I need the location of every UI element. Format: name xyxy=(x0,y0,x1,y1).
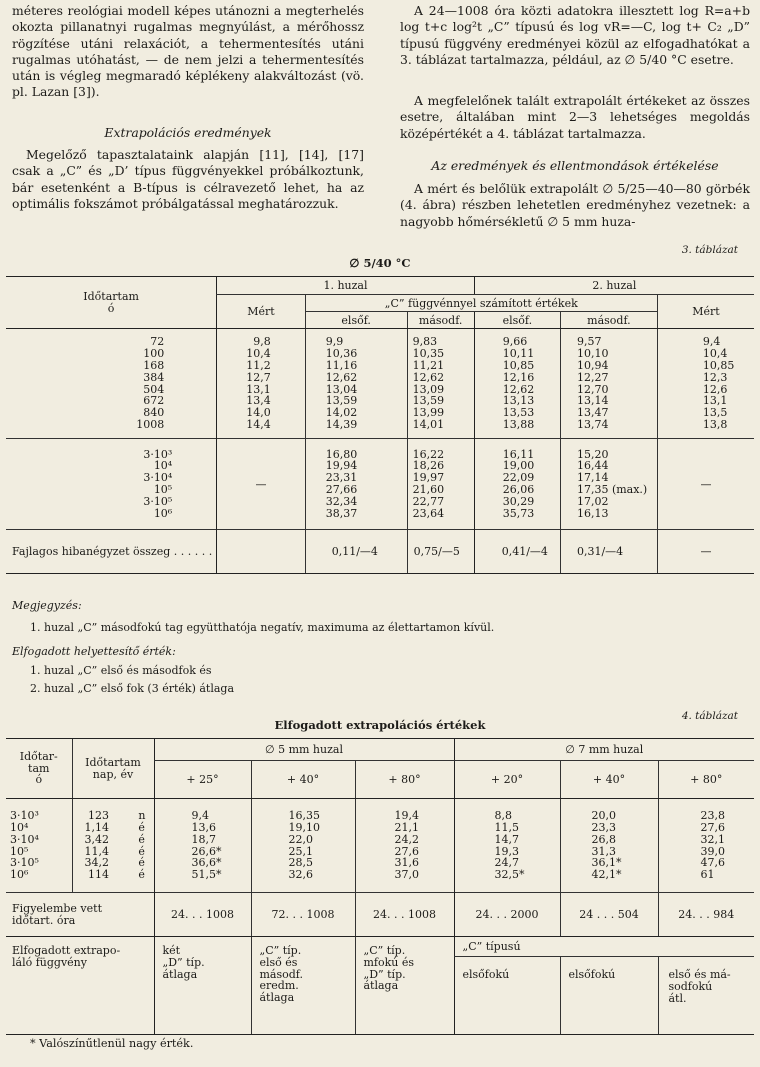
cell-value: 9,83 xyxy=(412,335,438,349)
cell-value: 22,77 xyxy=(412,494,445,508)
cell-value: 840 xyxy=(143,406,165,420)
left-paragraph-1: méteres reológiai modell képes utánozni a megterhelés okozta pillanatnyi rugalmas megnyúlást, a mérőhossz rögzítése utáni relaxációt, a tehermentesítés utáni rugalmas utóhatást, — de nem jelzi a tehermentesítés után is végleg megmaradó képlékeny alakváltozást (vö. pl. Lazan [3]). xyxy=(12,3,364,100)
table4-header-7mm-80: + 80° xyxy=(658,761,754,799)
cell-value: 3·10⁵ xyxy=(143,494,173,508)
cell-value: 10⁵ xyxy=(10,844,29,858)
cell-value: 39,0 xyxy=(700,844,725,858)
cell-value: 12,3 xyxy=(702,370,728,384)
table4-considered-7-40: 24 . . . 504 xyxy=(560,893,658,937)
table4-5mm-40 xyxy=(251,799,355,893)
cell-value: 22,09 xyxy=(502,471,535,485)
cell-value: 10,85 xyxy=(502,358,535,372)
cell-value: 15,20 xyxy=(576,447,609,461)
cell-value: 9,66 xyxy=(502,335,528,349)
cell-value: 17,35 (max.) xyxy=(576,483,648,496)
table4-header-5mm-25: + 25° xyxy=(154,761,251,799)
cell-value: átlaga xyxy=(259,991,295,1005)
cell-value: 13,99 xyxy=(412,406,445,420)
cell-value: 13,53 xyxy=(502,406,535,420)
cell-value: 14,39 xyxy=(325,417,358,431)
table3-header-wire1: 1. huzal xyxy=(217,277,474,295)
table3-header-first-1: elsőf. xyxy=(305,312,407,329)
cell-value: 10,94 xyxy=(576,358,609,372)
table3-g2-second-1 xyxy=(407,439,474,530)
table3-g1-second-1 xyxy=(407,329,474,439)
cell-value: 9,4 xyxy=(702,335,721,349)
cell-value: 30,29 xyxy=(502,494,535,508)
cell-value: 13,1 xyxy=(702,394,728,408)
cell-value: 16,11 xyxy=(502,447,535,461)
cell-value: 16,44 xyxy=(576,459,609,473)
cell-value: 11,2 xyxy=(246,358,271,372)
cell-value: 13,6 xyxy=(191,820,216,834)
cell-value: 32,6 xyxy=(288,868,313,882)
cell-value: 12,62 xyxy=(412,370,445,384)
right-paragraph-1: A 24—1008 óra közti adatokra illesztett log R=a+b log t+c log²t „C” típusú és log vR=—C, log t+ C₂ „D” típusú függvény eredményei közül az elfogadhatókat a 3. táblázat tartalmazza, például, az ∅ 5/40 °C esetre. xyxy=(400,3,750,67)
table4-header-time-hours: Időtar- tam ó xyxy=(6,739,72,799)
cell-value: 32,34 xyxy=(325,494,358,508)
table4-header-5mm: ∅ 5 mm huzal xyxy=(154,739,454,761)
cell-value: mfokú és xyxy=(363,955,415,969)
cell-value: 11,4 xyxy=(84,844,109,858)
cell-value: átlaga xyxy=(162,967,198,981)
right-paragraph-2: A megfelelőnek talált extrapolált értékeket az összes esetre, általában mint 2—3 lehetséges megoldás középértékét a 4. táblázat tartalmazza. xyxy=(400,93,750,141)
cell-value: 19,97 xyxy=(412,471,445,485)
cell-value: 10,11 xyxy=(502,347,535,361)
table3-header-measured-1: Mért xyxy=(217,295,305,329)
cell-value: „C” típ. xyxy=(363,944,406,957)
table4-function-5-25 xyxy=(154,937,251,1035)
cell-value: 14,7 xyxy=(494,832,519,846)
cell-value: két xyxy=(162,944,181,957)
table4-considered-7-20: 24. . . 2000 xyxy=(454,893,560,937)
cell-value: 8,8 xyxy=(494,809,512,823)
cell-value: 19,3 xyxy=(494,844,519,858)
cell-value: 3·10³ xyxy=(10,809,39,823)
cell-value: 3·10⁵ xyxy=(10,856,39,870)
table4-header-7mm-40: + 40° xyxy=(560,761,658,799)
cell-value: 12,62 xyxy=(325,370,358,384)
cell-value: 19,10 xyxy=(288,820,320,834)
cell-value: 13,47 xyxy=(576,406,609,420)
cell-value: 168 xyxy=(143,358,165,372)
cell-value: „C” típ. xyxy=(259,944,302,957)
cell-value: 13,88 xyxy=(502,417,535,431)
cell-value: 672 xyxy=(143,394,165,408)
cell-value: 10⁴ xyxy=(10,820,29,834)
table4-considered-5-25: 24. . . 1008 xyxy=(154,893,251,937)
table4-7mm-20 xyxy=(454,799,560,893)
cell-value: 9,9 xyxy=(325,335,344,349)
cell-value: 22,0 xyxy=(288,832,313,846)
cell-value: 72 xyxy=(150,335,165,349)
cell-value: 10,4 xyxy=(702,347,728,361)
cell-value: 13,13 xyxy=(502,394,535,408)
table3-g2-first-2 xyxy=(474,439,560,530)
cell-value: 26,6* xyxy=(191,844,222,858)
table3-error-second-1: 0,75/—5 xyxy=(407,530,474,574)
table4-7mm-40 xyxy=(560,799,658,893)
cell-value: 19,4 xyxy=(394,809,419,823)
cell-value: másodf. xyxy=(259,967,303,981)
cell-value: 3·10⁴ xyxy=(143,471,173,485)
cell-value: „D” típ. xyxy=(162,955,205,969)
cell-value: 10,35 xyxy=(412,347,445,361)
cell-value: 14,4 xyxy=(246,417,271,431)
cell-value: 23,31 xyxy=(325,471,358,485)
table3-error-second-2: 0,31/—4 xyxy=(560,530,657,574)
cell-value: 100 xyxy=(143,347,165,361)
table3-g1-time xyxy=(6,329,217,439)
right-heading: Az eredmények és ellentmondások értékelése xyxy=(431,158,719,173)
cell-value: 11,21 xyxy=(412,358,445,372)
cell-value: 12,70 xyxy=(576,382,609,396)
table4-header-7mm-20: + 20° xyxy=(454,761,560,799)
cell-value: 12,16 xyxy=(502,370,535,384)
cell-value: 9,8 xyxy=(253,335,271,349)
cell-value: 13,59 xyxy=(325,394,358,408)
cell-value: 13,59 xyxy=(412,394,445,408)
cell-value: 504 xyxy=(143,382,165,396)
table4-function-7-80: első és má- sodfokú átl. xyxy=(658,957,754,1035)
table3-g1-measured-2 xyxy=(657,329,754,439)
table3-error-first-2: 0,41/—4 xyxy=(474,530,560,574)
cell-value: 16,22 xyxy=(412,447,445,461)
cell-value: 32,5* xyxy=(494,868,525,882)
cell-value: 12,6 xyxy=(702,382,728,396)
cell-value: 12,62 xyxy=(502,382,535,396)
table4-5mm-80 xyxy=(355,799,454,893)
cell-value: 14,02 xyxy=(325,406,358,420)
table3 xyxy=(6,276,754,574)
cell-value: 23,8 xyxy=(700,809,725,823)
cell-value: é xyxy=(138,844,145,858)
table4-label: 4. táblázat xyxy=(681,710,738,722)
table3-g2-measured-1: — xyxy=(217,439,305,530)
table4-time-days xyxy=(72,799,154,893)
table3-header-wire2: 2. huzal xyxy=(474,277,754,295)
cell-value: 31,6 xyxy=(394,856,419,870)
cell-value: 10⁵ xyxy=(153,483,173,496)
right-paragraph-3: A mért és belőlük extrapolált ∅ 5/25—40—80 görbék (4. ábra) részben lehetetlen eredményhez vezetnek: a nagyobb hőmérsékletű ∅ 5 mm huza- xyxy=(400,181,750,229)
cell-value: 27,66 xyxy=(325,483,358,496)
cell-value: 27,6 xyxy=(394,844,419,858)
cell-value: 16,13 xyxy=(576,506,609,520)
table3-g2-measured-2: — xyxy=(657,439,754,530)
table3-header-measured-2: Mért xyxy=(657,295,754,329)
table4-considered-5-40: 72. . . 1008 xyxy=(251,893,355,937)
table3-g1-measured-1 xyxy=(217,329,305,439)
cell-value: 13,4 xyxy=(246,394,271,408)
cell-value: 35,73 xyxy=(502,506,535,520)
cell-value: 12,27 xyxy=(576,370,609,384)
cell-value: 61 xyxy=(700,868,715,882)
cell-value: 14,0 xyxy=(246,406,271,420)
table4-5mm-25 xyxy=(154,799,251,893)
table3-g1-first-1 xyxy=(305,329,407,439)
cell-value: 26,06 xyxy=(502,483,535,496)
cell-value: é xyxy=(138,820,145,834)
cell-value: 16,80 xyxy=(325,447,358,461)
note-elfogadott-1: 1. huzal „C” első és másodfok és xyxy=(30,664,212,677)
cell-value: 114 xyxy=(88,868,109,882)
left-heading: Extrapolációs eredmények xyxy=(104,125,272,140)
table3-header-second-2: másodf. xyxy=(560,312,657,329)
cell-value: 1,14 xyxy=(84,820,109,834)
cell-value: 26,8 xyxy=(591,832,616,846)
cell-value: 18,7 xyxy=(191,832,216,846)
table4-header-time-days: Időtartam nap, év xyxy=(72,739,154,799)
cell-value: 10⁶ xyxy=(10,868,29,882)
cell-value: é xyxy=(138,868,145,882)
cell-value: 123 xyxy=(88,809,109,823)
table4-function-5-40 xyxy=(251,937,355,1035)
cell-value: 10⁴ xyxy=(153,459,173,473)
table3-g2-first-1 xyxy=(305,439,407,530)
cell-value: átlaga xyxy=(363,979,399,993)
cell-value: első és xyxy=(259,955,298,969)
cell-value: „D” típ. xyxy=(363,967,406,981)
note-elfogadott-title: Elfogadott helyettesítő érték: xyxy=(12,645,176,658)
cell-value: 12,7 xyxy=(246,370,271,384)
cell-value: 36,1* xyxy=(591,856,622,870)
table3-error-label: Fajlagos hibanégyzet összeg . . . . . . xyxy=(6,530,217,574)
cell-value: 21,60 xyxy=(412,483,445,496)
cell-value: 20,0 xyxy=(591,809,616,823)
cell-value: 13,5 xyxy=(702,406,728,420)
table3-header-first-2: elsőf. xyxy=(474,312,560,329)
cell-value: 11,5 xyxy=(494,820,519,834)
cell-value: 13,74 xyxy=(576,417,609,431)
table3-header-time: Időtartam ó xyxy=(6,277,217,329)
cell-value: 16,35 xyxy=(288,809,320,823)
table3-g1-first-2 xyxy=(474,329,560,439)
table4-considered-7-80: 24. . . 984 xyxy=(658,893,754,937)
table3-title: ∅ 5/40 °C xyxy=(349,256,411,270)
cell-value: 3·10³ xyxy=(143,447,173,461)
table3-error-measured-2: — xyxy=(657,530,754,574)
table4-header-5mm-80: + 80° xyxy=(355,761,454,799)
table4-header-5mm-40: + 40° xyxy=(251,761,355,799)
cell-value: 10,10 xyxy=(576,347,609,361)
table3-g1-second-2 xyxy=(560,329,657,439)
cell-value: 18,26 xyxy=(412,459,445,473)
cell-value: 13,1 xyxy=(246,382,271,396)
cell-value: 28,5 xyxy=(288,856,313,870)
table4-function-7-40: elsőfokú xyxy=(560,957,658,1035)
table4-function-7-20: elsőfokú xyxy=(454,957,560,1035)
cell-value: 384 xyxy=(143,370,165,384)
cell-value: 17,02 xyxy=(576,494,609,508)
table4-function-7-head: „C” típusú xyxy=(454,937,754,957)
table3-label: 3. táblázat xyxy=(681,244,738,256)
cell-value: eredm. xyxy=(259,979,299,993)
cell-value: 32,1 xyxy=(700,832,725,846)
cell-value: 21,1 xyxy=(394,820,419,834)
table4-header-7mm: ∅ 7 mm huzal xyxy=(454,739,754,761)
cell-value: 3,42 xyxy=(84,832,109,846)
table4 xyxy=(6,738,754,1035)
cell-value: é xyxy=(138,832,145,846)
cell-value: 1008 xyxy=(136,417,165,431)
table4-time-hours xyxy=(6,799,72,893)
cell-value: 13,04 xyxy=(325,382,358,396)
table4-considered-label: Figyelembe vett időtart. óra xyxy=(6,893,154,937)
cell-value: 9,4 xyxy=(191,809,209,823)
table3-error-first-1: 0,11/—4 xyxy=(305,530,407,574)
table4-function-label: Elfogadott extrapo- láló függvény xyxy=(6,937,154,1035)
note-megjegyzes-title: Megjegyzés: xyxy=(12,599,82,612)
footnote: * Valószínűtlenül nagy érték. xyxy=(30,1037,194,1050)
cell-value: 24,7 xyxy=(494,856,519,870)
cell-value: 47,6 xyxy=(700,856,725,870)
cell-value: 24,2 xyxy=(394,832,419,846)
cell-value: n xyxy=(138,809,146,823)
cell-value: 42,1* xyxy=(591,868,622,882)
cell-value: 27,6 xyxy=(700,820,725,834)
left-paragraph-2: Megelőző tapasztalataink alapján [11], [14], [17] csak a „C” és „D’ típus függvényekkel próbálkoztunk, bár esetenként a B-típus is célravezető lehet, ha az optimális fokszámot próbálgatással meghatározzuk. xyxy=(12,147,364,211)
table3-g2-second-2 xyxy=(560,439,657,530)
cell-value: 51,5* xyxy=(191,868,222,882)
table4-title: Elfogadott extrapolációs értékek xyxy=(274,718,486,732)
cell-value: 31,3 xyxy=(591,844,616,858)
cell-value: 13,09 xyxy=(412,382,445,396)
cell-value: 10,85 xyxy=(702,358,735,372)
table3-header-second-1: másodf. xyxy=(407,312,474,329)
note-megjegyzes-text: 1. huzal „C” másodfokú tag együtthatója negatív, maximuma az élettartamon kívül. xyxy=(30,621,495,634)
cell-value: 14,01 xyxy=(412,417,445,431)
cell-value: 19,94 xyxy=(325,459,358,473)
table4-considered-5-80: 24. . . 1008 xyxy=(355,893,454,937)
table4-function-5-80 xyxy=(355,937,454,1035)
note-elfogadott-2: 2. huzal „C” első fok (3 érték) átlaga xyxy=(30,682,235,695)
cell-value: 10⁶ xyxy=(153,506,173,520)
cell-value: 17,14 xyxy=(576,471,609,485)
cell-value: 19,00 xyxy=(502,459,535,473)
table3-g2-time xyxy=(6,439,217,530)
cell-value: 10,36 xyxy=(325,347,358,361)
cell-value: 13,14 xyxy=(576,394,609,408)
cell-value: 23,64 xyxy=(412,506,445,520)
cell-value: 37,0 xyxy=(394,868,419,882)
cell-value: 9,57 xyxy=(576,335,602,349)
cell-value: é xyxy=(138,856,145,870)
table4-7mm-80 xyxy=(658,799,754,893)
cell-value: 25,1 xyxy=(288,844,313,858)
cell-value: 11,16 xyxy=(325,358,358,372)
cell-value: 3·10⁴ xyxy=(10,832,39,846)
cell-value: 23,3 xyxy=(591,820,616,834)
cell-value: 10,4 xyxy=(246,347,271,361)
cell-value: 34,2 xyxy=(84,856,109,870)
cell-value: 38,37 xyxy=(325,506,358,520)
table3-header-calc: „C” függvénnyel számított értékek xyxy=(305,295,657,312)
cell-value: 36,6* xyxy=(191,856,222,870)
cell-value: 13,8 xyxy=(702,417,728,431)
